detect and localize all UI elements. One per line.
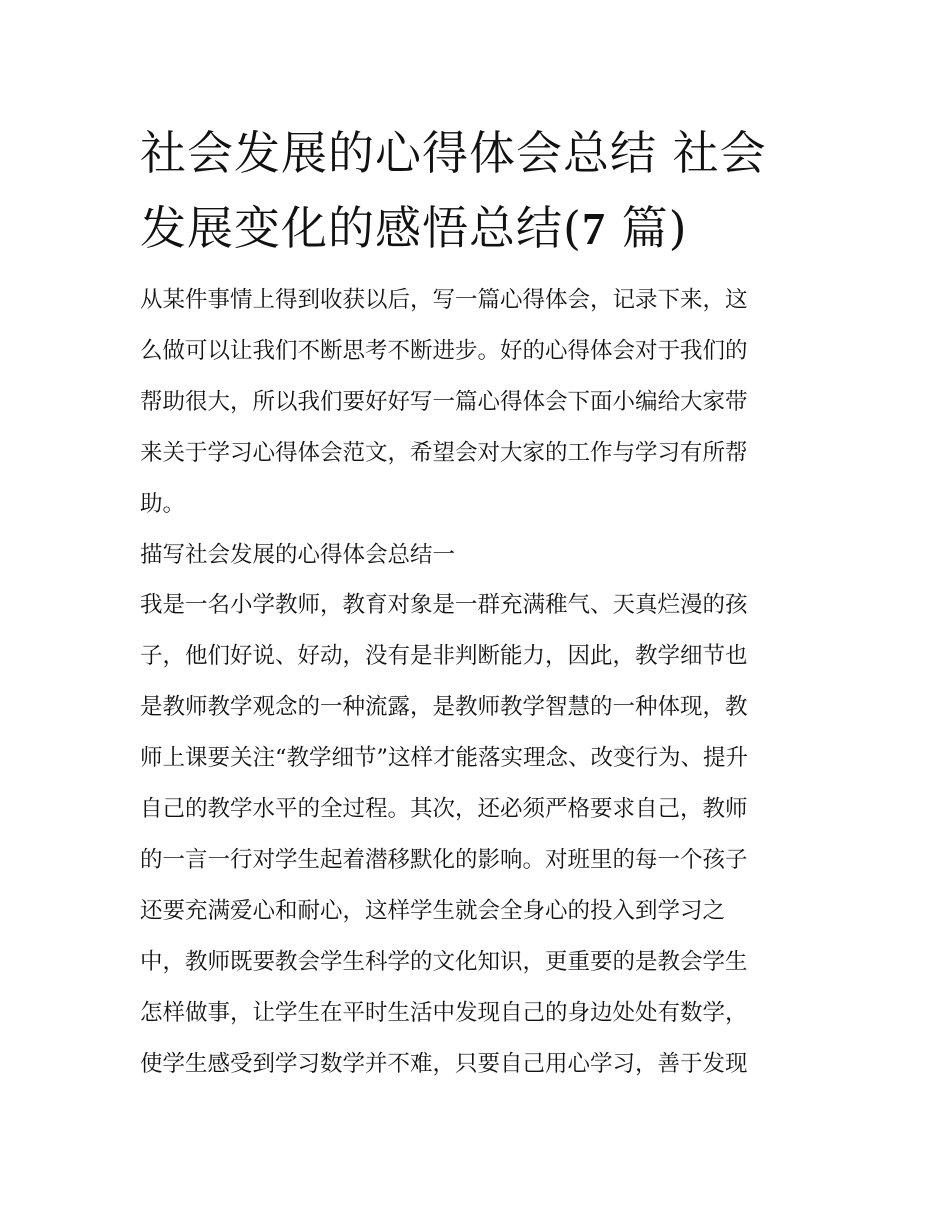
intro-line: 来关于学习心得体会范文，希望会对大家的工作与学习有所帮 bbox=[140, 440, 748, 466]
paragraph-line: 子，他们好说、好动，没有是非判断能力，因此，教学细节也 bbox=[140, 643, 748, 669]
paragraph-line: 怎样做事，让学生在平时生活中发现自己的身边处处有数学， bbox=[140, 1000, 748, 1026]
paragraph-line: 还要充满爱心和耐心，这样学生就会全身心的投入到学习之 bbox=[140, 898, 726, 924]
intro-line: 么做可以让我们不断思考不断进步。好的心得体会对于我们的 bbox=[140, 338, 748, 364]
document-title bbox=[140, 116, 812, 266]
title-line-2-suffix: 篇) bbox=[605, 201, 688, 255]
paragraph-line: 自己的教学水平的全过程。其次，还必须严格要求自己，教师 bbox=[140, 796, 748, 822]
title-line-1: 社会发展的心得体会总结 社会 bbox=[140, 126, 767, 180]
section-heading-text: 描写社会发展的心得体会总结一 bbox=[140, 542, 456, 568]
paragraph-line: 我是一名小学教师，教育对象是一群充满稚气、天真烂漫的孩 bbox=[140, 592, 748, 618]
paragraph-line: 的一言一行对学生起着潜移默化的影响。对班里的每一个孩子 bbox=[140, 847, 748, 873]
title-count: 7 bbox=[581, 203, 606, 254]
title-line-2-text: 发展变化的感悟总结( bbox=[140, 201, 582, 255]
paragraph-line: 使学生感受到学习数学并不难，只要自己用心学习，善于发现 bbox=[140, 1051, 748, 1077]
paragraph-line: 是教师教学观念的一种流露，是教师教学智慧的一种体现，教 bbox=[140, 694, 748, 720]
paragraph-line: 中，教师既要教会学生科学的文化知识，更重要的是教会学生 bbox=[140, 949, 748, 975]
body-paragraph bbox=[140, 580, 812, 1090]
intro-paragraph bbox=[140, 275, 812, 530]
intro-line: 助。 bbox=[140, 491, 186, 517]
intro-line: 帮助很大，所以我们要好好写一篇心得体会下面小编给大家带 bbox=[140, 389, 748, 415]
intro-line: 从某件事情上得到收获以后，写一篇心得体会，记录下来，这 bbox=[140, 287, 748, 313]
section-heading bbox=[140, 530, 812, 581]
paragraph-line: 师上课要关注“教学细节”这样才能落实理念、改变行为、提升 bbox=[140, 745, 749, 771]
title-line-2 bbox=[140, 191, 812, 266]
